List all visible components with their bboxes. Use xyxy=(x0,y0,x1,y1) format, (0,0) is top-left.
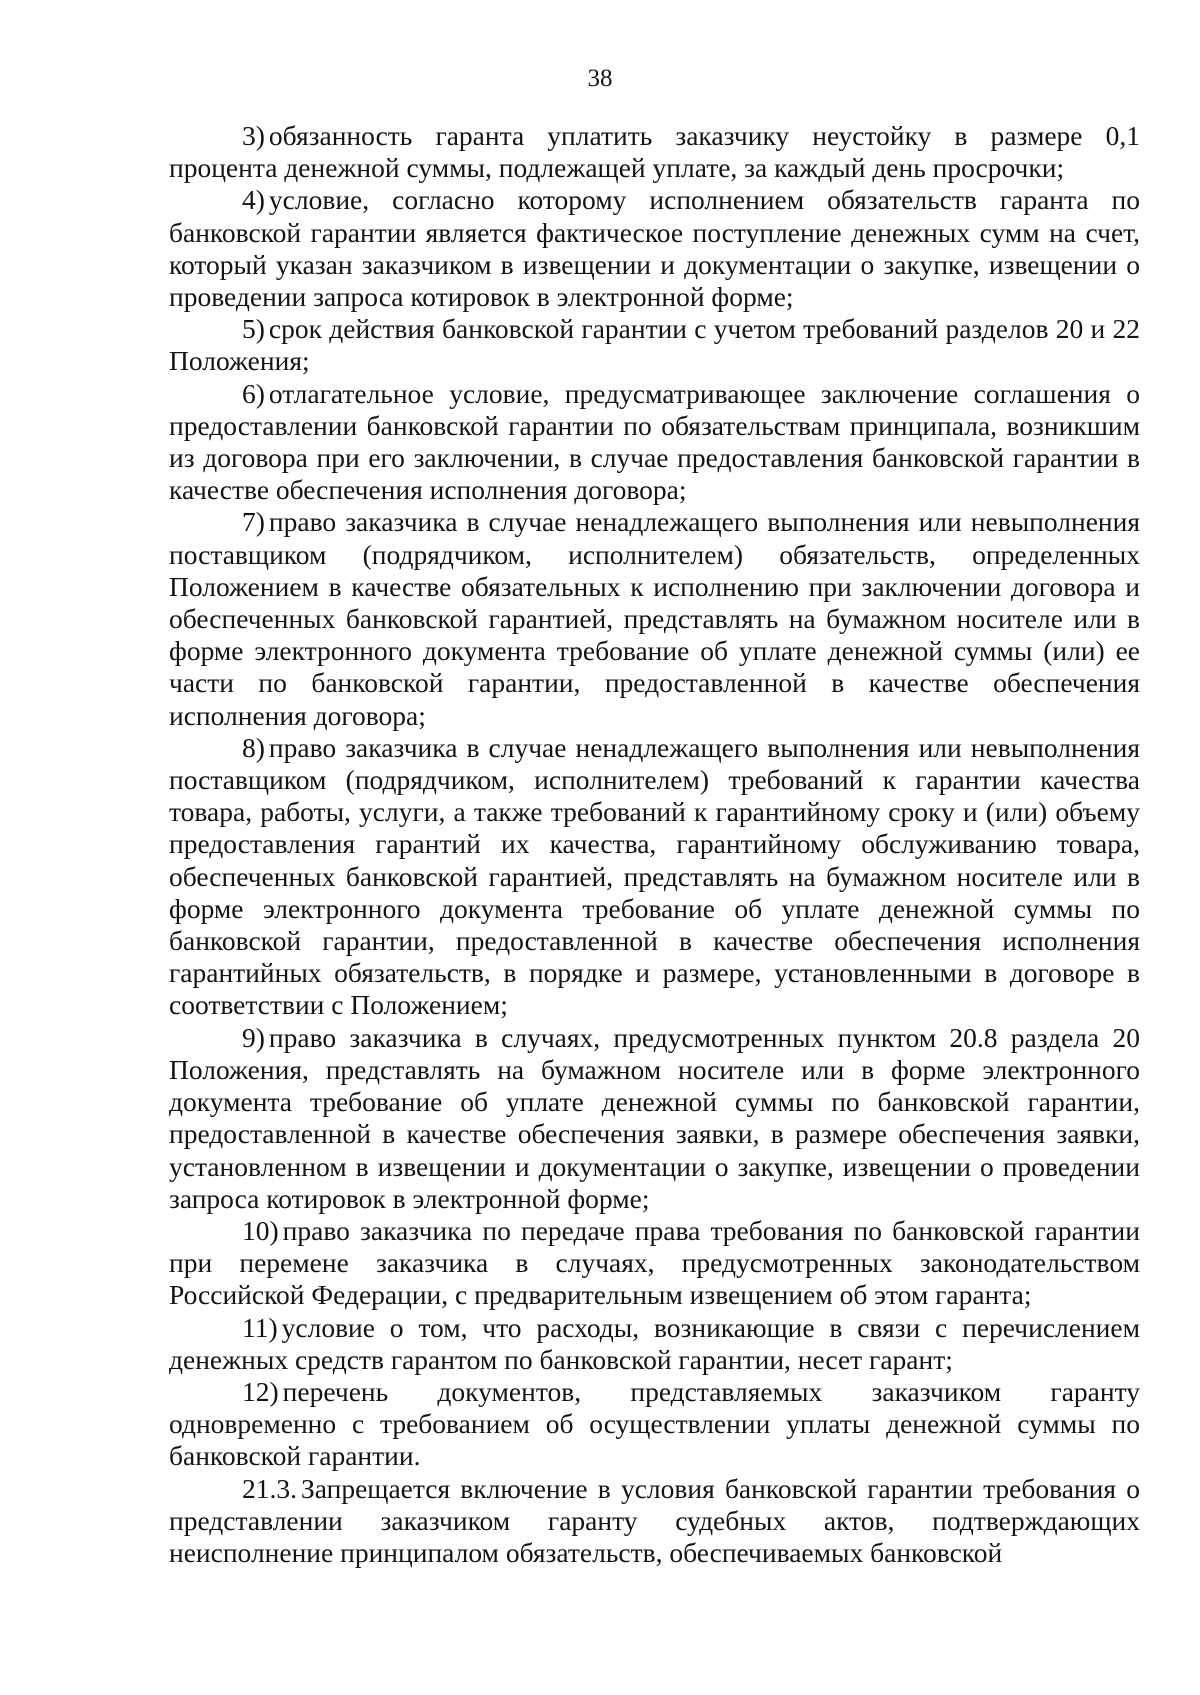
paragraph-item-4 xyxy=(169,184,1140,313)
paragraph-item-8 xyxy=(169,732,1140,1022)
paragraph-item-7 xyxy=(169,506,1140,731)
item-text: срок действия банковской гарантии с учетом требований разделов 20 и 22 Положения; xyxy=(169,313,1140,377)
item-number: 11) xyxy=(242,1311,278,1343)
item-text: право заказчика в случаях, предусмотренных пунктом 20.8 раздела 20 Положения, представлять на бумажном носителе или в форме электронного документа требование об уплате денежной суммы по банковской гарантии, предоставленной в качестве обеспечения заявки, в размере обеспечения заявки, установленном в извещении и документации о закупке, извещении о проведении запроса котировок в электронной форме; xyxy=(169,1021,1140,1214)
item-number: 6) xyxy=(242,377,265,409)
item-number: 7) xyxy=(242,506,265,538)
paragraph-section-21-3 xyxy=(169,1473,1140,1570)
document-body xyxy=(169,120,1140,1569)
item-text: отлагательное условие, предусматривающее заключение соглашения о предоставлении банковской гарантии по обязательствам принципала, возникшим из договора при его заключении, в случае предоставления банковской гарантии в качестве обеспечения исполнения договора; xyxy=(169,377,1140,506)
item-number: 9) xyxy=(242,1021,265,1053)
item-number: 10) xyxy=(242,1214,279,1246)
item-number: 4) xyxy=(242,184,265,216)
item-text: обязанность гаранта уплатить заказчику неустойку в размере 0,1 процента денежной суммы, подлежащей уплате, за каждый день просрочки; xyxy=(169,120,1140,184)
page-number: 38 xyxy=(587,65,613,92)
item-text: условие о том, что расходы, возникающие в связи с перечислением денежных средств гарантом по банковской гарантии, несет гарант; xyxy=(169,1311,1140,1375)
paragraph-item-11 xyxy=(169,1312,1140,1376)
item-text: право заказчика в случае ненадлежащего выполнения или невыполнения поставщиком (подрядчиком, исполнителем) обязательств, определенных Положением в качестве обязательных к исполнению при заключении договора и обеспеченных банковской гарантией, представлять на бумажном носителе или в форме электронного документа требование об уплате денежной суммы (или) ее части по банковской гарантии, предоставленной в качестве обеспечения исполнения договора; xyxy=(169,506,1140,731)
paragraph-item-6 xyxy=(169,378,1140,507)
item-number: 8) xyxy=(242,731,265,763)
section-text: Запрещается включение в условия банковской гарантии требования о представлении заказчиком гаранту судебных актов, подтверждающих неисполнение принципалом обязательств, обеспечиваемых банковской xyxy=(169,1472,1140,1568)
item-text: право заказчика в случае ненадлежащего выполнения или невыполнения поставщиком (подрядчиком, исполнителем) требований к гарантии качества товара, работы, услуги, а также требований к гарантийному сроку и (или) объему предоставления гарантий их качества, гарантийному обслуживанию товара, обеспеченных банковской гарантией, представлять на бумажном носителе или в форме электронного документа требование об уплате денежной суммы по банковской гарантии, предоставленной в качестве обеспечения исполнения гарантийных обязательств, в порядке и размере, установленными в договоре в соответствии с Положением; xyxy=(169,731,1140,1021)
item-text: право заказчика по передаче права требования по банковской гарантии при перемене заказчика в случаях, предусмотренных законодательством Российской Федерации, с предварительным извещением об этом гаранта; xyxy=(169,1214,1140,1311)
paragraph-item-9 xyxy=(169,1022,1140,1215)
item-number: 3) xyxy=(242,120,265,151)
paragraph-item-12 xyxy=(169,1376,1140,1473)
item-text: условие, согласно которому исполнением обязательств гаранта по банковской гарантии является фактическое поступление денежных сумм на счет, который указан заказчиком в извещении и документации о закупке, извещении о проведении запроса котировок в электронной форме; xyxy=(169,184,1140,313)
item-number: 5) xyxy=(242,313,265,345)
paragraph-item-5 xyxy=(169,313,1140,377)
item-number: 12) xyxy=(242,1375,279,1407)
paragraph-item-3 xyxy=(169,120,1140,184)
item-text: перечень документов, представляемых заказчиком гаранту одновременно с требованием об осуществлении уплаты денежной суммы по банковской гарантии. xyxy=(169,1375,1140,1472)
paragraph-item-10 xyxy=(169,1215,1140,1312)
section-number: 21.3. xyxy=(242,1472,297,1504)
